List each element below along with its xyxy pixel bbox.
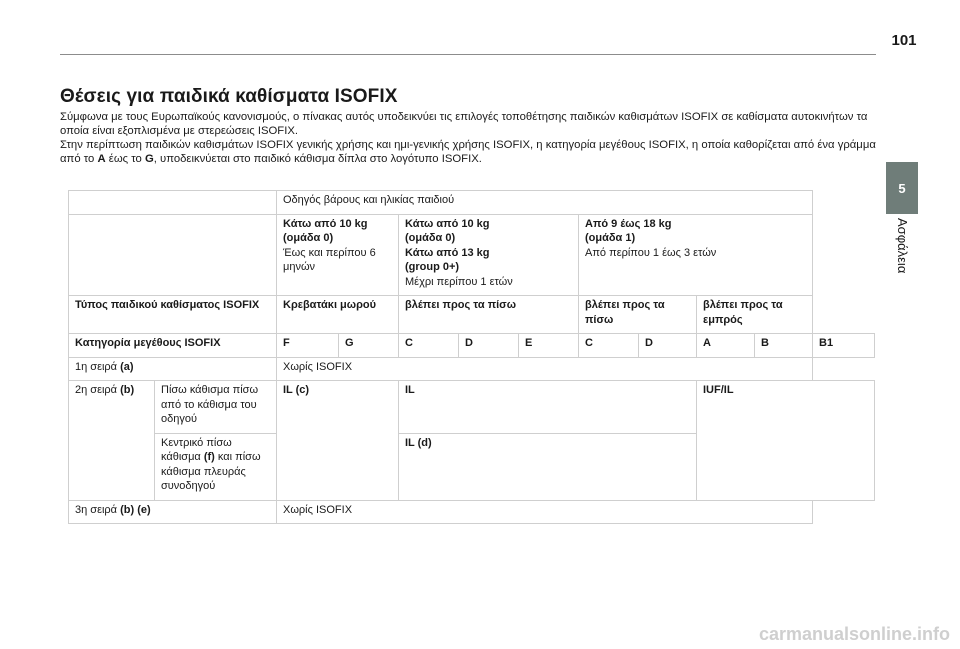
size-class-cell: C <box>579 334 639 358</box>
size-class-cell: B1 <box>813 334 875 358</box>
isofix-table <box>68 190 875 524</box>
chapter-number: 5 <box>898 180 906 196</box>
table-row <box>69 296 875 334</box>
value-il: IL <box>399 381 697 434</box>
page-number: 101 <box>891 32 917 49</box>
value-il-d: IL (d) <box>399 433 697 500</box>
table-row <box>69 191 875 215</box>
size-class-cell: F <box>277 334 339 358</box>
size-class-cell: A <box>697 334 755 358</box>
weight-age-guide-header: Οδηγός βάρους και ηλικίας παιδιού <box>277 191 813 215</box>
table-row <box>69 381 875 434</box>
size-class-label: Κατηγορία μεγέθους ISOFIX <box>69 334 277 358</box>
seat-type-cell: Κρεβατάκι μωρού <box>277 296 399 334</box>
seat-type-cell: βλέπει προς τα πίσω <box>579 296 697 334</box>
size-class-cell: B <box>755 334 813 358</box>
rear-seat-behind-driver: Πίσω κάθισμα πίσω από το κάθισμα του οδηγού <box>155 381 277 434</box>
center-and-passenger-rear-seat: Κεντρικό πίσω κάθισμα (f) και πίσω κάθισμα πλευράς συνοδηγού <box>155 433 277 500</box>
value-iuf-il: IUF/IL <box>697 381 875 501</box>
size-class-cell: C <box>399 334 459 358</box>
chapter-label: Ασφάλεια <box>895 218 910 274</box>
size-class-cell: D <box>459 334 519 358</box>
intro-text <box>60 110 876 166</box>
row-label-1: 1η σειρά (a) <box>69 357 277 381</box>
table-row <box>69 214 875 296</box>
group-header: Από 9 έως 18 kg (ομάδα 1) Από περίπου 1 έως 3 ετών <box>579 214 813 296</box>
row-1-value: Χωρίς ISOFIX <box>277 357 813 381</box>
seat-type-label: Τύπος παιδικού καθίσματος ISOFIX <box>69 296 277 334</box>
seat-type-cell: βλέπει προς τα εμπρός <box>697 296 813 334</box>
page-title: Θέσεις για παιδικά καθίσματα ISOFIX <box>60 86 398 107</box>
table-row <box>69 500 875 524</box>
intro-paragraph-1: Σύμφωνα με τους Ευρωπαϊκούς κανονισμούς, ο πίνακας αυτός υποδεικνύει τις επιλογές τοποθέτησης παιδικών καθισμάτων ISOFIX σε καθίσματα αυτοκινήτων τα οποία είναι εξοπλισμένα με στερεώσεις ISOFIX. <box>60 111 868 137</box>
table-cell-empty <box>69 191 277 215</box>
group-header: Κάτω από 10 kg (ομάδα 0) Κάτω από 13 kg (group 0+) Μέχρι περίπου 1 ετών <box>399 214 579 296</box>
intro-paragraph-2: Στην περίπτωση παιδικών καθισμάτων ISOFIX γενικής χρήσης και ημι-γενικής χρήσης ISOFIX, η κατηγορία μεγέθους ISOFIX, η οποία καθορίζεται από ένα γράμμα από το A έως το G, υποδεικνύεται στο παιδικό κάθισμα δίπλα στο λογότυπο ISOFIX. <box>60 139 876 165</box>
header-divider <box>60 54 876 55</box>
row-label-2: 2η σειρά (b) <box>69 381 155 501</box>
watermark: carmanualsonline.info <box>758 624 950 644</box>
chapter-tab[interactable] <box>886 162 918 214</box>
size-class-cell: D <box>639 334 697 358</box>
value-il-c: IL (c) <box>277 381 399 501</box>
table-cell-empty <box>69 214 277 296</box>
table-row <box>69 357 875 381</box>
seat-type-cell: βλέπει προς τα πίσω <box>399 296 579 334</box>
group-header: Κάτω από 10 kg (ομάδα 0) Έως και περίπου 6 μηνών <box>277 214 399 296</box>
table-row <box>69 334 875 358</box>
size-class-cell: G <box>339 334 399 358</box>
row-3-value: Χωρίς ISOFIX <box>277 500 813 524</box>
size-class-cell: E <box>519 334 579 358</box>
row-label-3: 3η σειρά (b) (e) <box>69 500 277 524</box>
